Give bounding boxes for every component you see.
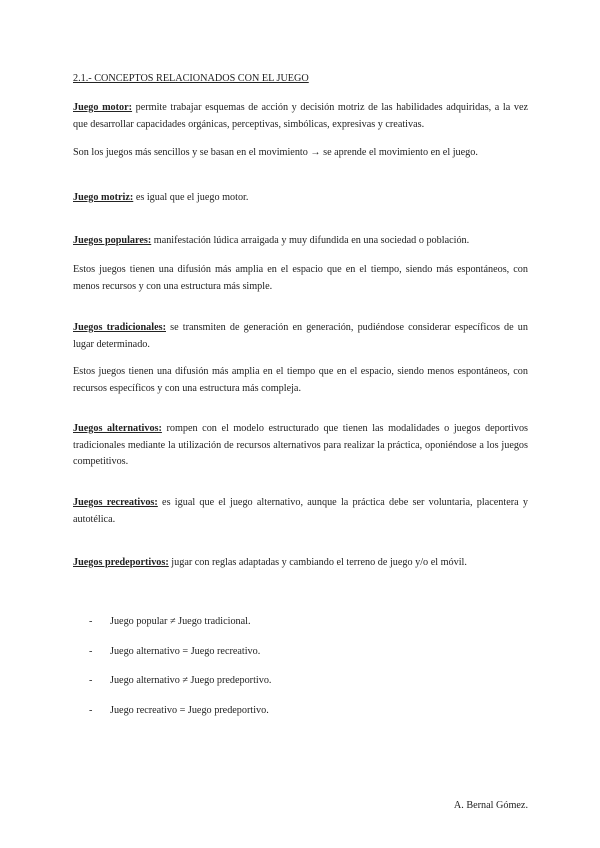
paragraph-juego-motor-extra: Son los juegos más sencillos y se basan en el movimiento → se aprende el movimiento en el juego.: [73, 147, 478, 158]
term-label: Juegos alternativos:: [73, 423, 162, 434]
comparison-list: [89, 614, 271, 733]
list-item-text: Juego recreativo = Juego predeportivo.: [110, 705, 269, 717]
definition-juegos-tradicionales: [73, 320, 528, 353]
dash-bullet: -: [89, 616, 93, 627]
list-item-text: Juego alternativo = Juego recreativo.: [110, 645, 261, 657]
paragraph-juegos-populares-extra: Estos juegos tienen una difusión más amplia en el espacio que en el tiempo, siendo más espontáneos, con menos recursos y con una estructura más simple.: [73, 264, 528, 292]
definition-juegos-populares: [73, 233, 528, 250]
paragraph-juegos-tradicionales-extra: Estos juegos tienen una difusión más amplia en el tiempo que en el espacio, siendo menos espontáneos, con recursos específicos y con una estructura más compleja.: [73, 366, 528, 394]
definition-text: es igual que el juego motor.: [133, 192, 249, 203]
term-label: Juegos populares:: [73, 235, 152, 246]
definition-text: es igual que el juego alternativo, aunque la práctica debe ser voluntaria, placentera y autotélica.: [73, 497, 528, 525]
author-signature: A. Bernal Gómez.: [453, 800, 528, 811]
definition-text: se transmiten de generación en generación, pudiéndose considerar específicos de un lugar determinado.: [73, 322, 528, 350]
section-title: 2.1.- CONCEPTOS RELACIONADOS CON EL JUEGO: [73, 73, 309, 84]
definition-juegos-recreativos: [73, 495, 528, 528]
definition-juegos-alternativos: [73, 421, 528, 471]
term-label: Juego motor:: [73, 102, 133, 113]
definition-juego-motriz: [73, 190, 528, 207]
term-label: Juegos predeportivos:: [73, 557, 169, 568]
definition-text: jugar con reglas adaptadas y cambiando el terreno de juego y/o el móvil.: [168, 557, 467, 568]
list-item-text: Juego popular ≠ Juego tradicional.: [110, 616, 251, 627]
dash-bullet: -: [89, 705, 93, 717]
definition-juego-motor: [73, 100, 528, 133]
list-item: [89, 614, 271, 644]
term-label: Juego motriz:: [73, 192, 134, 203]
definition-text: rompen con el modelo estructurado que tienen las modalidades o juegos deportivos tradicionales mediante la utilización de recursos alternativos para realizar la práctica, oponiéndose a los juegos competitivos.: [73, 423, 528, 467]
list-item: [89, 644, 271, 674]
dash-bullet: -: [89, 645, 93, 657]
term-label: Juegos tradicionales:: [73, 322, 166, 333]
definition-juegos-predeportivos: [73, 555, 528, 572]
list-item: [89, 673, 271, 703]
definition-text: manifestación lúdica arraigada y muy difundida en una sociedad o población.: [151, 235, 470, 246]
definition-text: permite trabajar esquemas de acción y decisión motriz de las habilidades adquiridas, a la vez que desarrollar capacidades orgánicas, perceptivas, simbólicas, expresivas y creativas.: [73, 102, 529, 130]
term-label: Juegos recreativos:: [73, 497, 158, 508]
list-item-text: Juego alternativo ≠ Juego predeportivo.: [110, 675, 272, 687]
list-item: [89, 703, 271, 733]
dash-bullet: -: [89, 675, 93, 687]
